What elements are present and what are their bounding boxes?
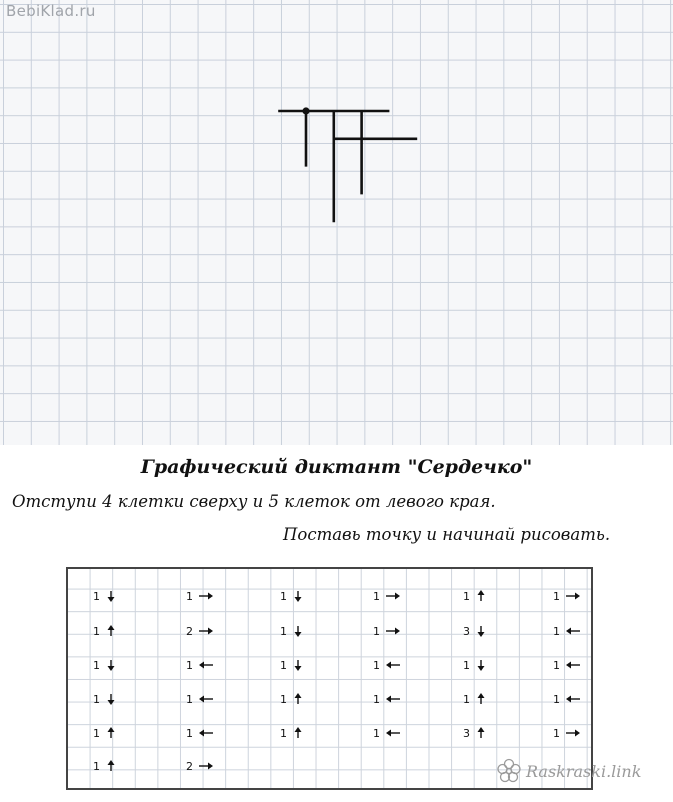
arrow-up-icon <box>105 759 117 773</box>
arrow-left-icon <box>385 692 401 706</box>
step-count: 1 <box>186 658 193 672</box>
step-count: 1 <box>93 624 100 638</box>
dictation-step <box>458 586 498 606</box>
dictation-step <box>275 655 315 675</box>
step-count: 1 <box>280 692 287 706</box>
arrow-down-icon <box>292 624 304 638</box>
step-count: 1 <box>373 624 380 638</box>
instruction-line-1: Отступи 4 клетки сверху и 5 клеток от левого края. <box>12 492 496 511</box>
arrow-down-icon <box>475 624 487 638</box>
step-count: 1 <box>553 658 560 672</box>
page-title: Графический диктант "Сердечко" <box>140 456 533 478</box>
arrow-left-icon <box>565 692 581 706</box>
footer-logo <box>496 758 641 784</box>
dictation-step <box>458 655 498 675</box>
arrow-left-icon <box>385 726 401 740</box>
dictation-step <box>458 621 498 641</box>
step-count: 1 <box>93 589 100 603</box>
arrow-right-icon <box>198 589 214 603</box>
watermark: BebiKlad.ru <box>6 2 96 20</box>
step-count: 1 <box>463 589 470 603</box>
arrow-down-icon <box>105 692 117 706</box>
footer-logo-text: Raskraski.link <box>526 761 642 781</box>
arrow-right-icon <box>565 726 581 740</box>
arrow-down-icon <box>105 589 117 603</box>
dictation-step <box>548 655 588 675</box>
dictation-table <box>66 567 593 790</box>
dictation-step <box>181 586 221 606</box>
dictation-step <box>88 586 128 606</box>
dictation-step <box>88 689 128 709</box>
step-count: 3 <box>463 624 470 638</box>
arrow-up-icon <box>475 726 487 740</box>
dictation-step <box>368 586 408 606</box>
step-count: 1 <box>553 692 560 706</box>
arrow-up-icon <box>105 726 117 740</box>
dictation-step <box>181 621 221 641</box>
step-count: 1 <box>186 692 193 706</box>
step-count: 1 <box>553 589 560 603</box>
arrow-down-icon <box>292 589 304 603</box>
dictation-step <box>275 586 315 606</box>
arrow-up-icon <box>292 692 304 706</box>
dictation-step <box>88 723 128 743</box>
step-count: 1 <box>93 726 100 740</box>
dictation-step <box>181 689 221 709</box>
step-count: 1 <box>373 658 380 672</box>
step-count: 1 <box>553 726 560 740</box>
arrow-up-icon <box>475 692 487 706</box>
step-count: 1 <box>553 624 560 638</box>
arrow-left-icon <box>385 658 401 672</box>
arrow-right-icon <box>565 589 581 603</box>
dictation-step <box>88 621 128 641</box>
step-count: 1 <box>373 692 380 706</box>
step-count: 1 <box>373 726 380 740</box>
arrow-right-icon <box>198 624 214 638</box>
step-count: 1 <box>463 692 470 706</box>
step-count: 1 <box>280 658 287 672</box>
arrow-right-icon <box>198 759 214 773</box>
step-count: 1 <box>93 759 100 773</box>
arrow-down-icon <box>105 658 117 672</box>
dictation-step <box>88 655 128 675</box>
dictation-step <box>548 723 588 743</box>
step-count: 3 <box>463 726 470 740</box>
dictation-step <box>275 723 315 743</box>
arrow-down-icon <box>292 658 304 672</box>
flower-icon <box>496 758 522 784</box>
heart-outline <box>278 111 417 222</box>
dictation-step <box>368 621 408 641</box>
arrow-right-icon <box>385 589 401 603</box>
dictation-step <box>548 586 588 606</box>
dictation-step <box>368 689 408 709</box>
arrow-left-icon <box>198 692 214 706</box>
dictation-step <box>368 723 408 743</box>
dictation-step <box>88 756 128 776</box>
step-count: 1 <box>186 726 193 740</box>
dictation-step <box>548 689 588 709</box>
arrow-left-icon <box>565 624 581 638</box>
step-count: 1 <box>280 589 287 603</box>
dictation-step <box>458 723 498 743</box>
dictation-step <box>181 756 221 776</box>
arrow-left-icon <box>565 658 581 672</box>
step-count: 1 <box>93 692 100 706</box>
dictation-step <box>181 655 221 675</box>
dictation-step <box>275 621 315 641</box>
arrow-right-icon <box>385 624 401 638</box>
arrow-up-icon <box>475 589 487 603</box>
arrow-left-icon <box>198 658 214 672</box>
step-count: 2 <box>186 759 193 773</box>
step-count: 1 <box>280 726 287 740</box>
step-count: 1 <box>463 658 470 672</box>
step-count: 1 <box>93 658 100 672</box>
dictation-step <box>548 621 588 641</box>
step-count: 2 <box>186 624 193 638</box>
start-dot <box>302 107 309 114</box>
step-count: 1 <box>280 624 287 638</box>
arrow-up-icon <box>292 726 304 740</box>
dictation-step <box>275 689 315 709</box>
instruction-line-2: Поставь точку и начинай рисовать. <box>283 525 611 544</box>
dictation-step <box>458 689 498 709</box>
step-count: 1 <box>373 589 380 603</box>
dictation-step <box>181 723 221 743</box>
arrow-down-icon <box>475 658 487 672</box>
arrow-left-icon <box>198 726 214 740</box>
step-count: 1 <box>186 589 193 603</box>
arrow-up-icon <box>105 624 117 638</box>
dictation-step <box>368 655 408 675</box>
